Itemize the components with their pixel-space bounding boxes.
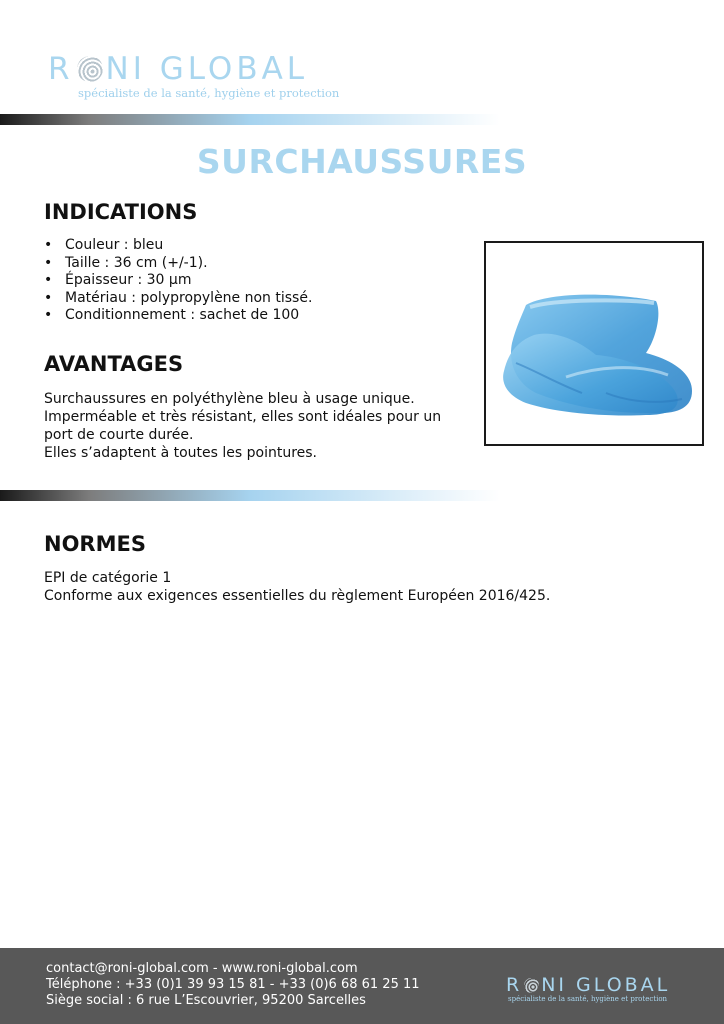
list-item: • Conditionnement : sachet de 100 (44, 307, 312, 325)
brand-logo (48, 52, 339, 100)
footer-logo-rest: NI GLOBAL (541, 974, 671, 996)
logo-letter-r: R (48, 51, 74, 87)
normes-heading: NORMES (44, 532, 146, 556)
logo-wordmark (48, 52, 339, 86)
footer-logo-tagline: spécialiste de la santé, hygiène et protection (508, 995, 668, 1003)
footer-logo-letter-r: R (506, 974, 523, 996)
footer-contact-block (46, 961, 420, 1009)
fingerprint-icon (77, 56, 103, 82)
normes-line: Conforme aux exigences essentielles du règlement Européen 2016/425. (44, 588, 551, 604)
avantages-line: port de courte durée. (44, 427, 194, 443)
shoe-cover-illustration (486, 243, 702, 444)
header-divider (0, 114, 500, 125)
indications-heading: INDICATIONS (44, 200, 198, 224)
list-item: • Taille : 36 cm (+/-1). (44, 255, 312, 273)
footer-logo (506, 975, 670, 1003)
normes-text (44, 569, 550, 605)
page-footer (0, 948, 724, 1024)
footer-phone: Téléphone : +33 (0)1 39 93 15 81 - +33 (0)6 68 61 25 11 (46, 977, 420, 992)
list-item: • Épaisseur : 30 µm (44, 272, 312, 290)
footer-address: Siège social : 6 rue L’Escouvrier, 95200 Sarcelles (46, 993, 366, 1008)
avantages-line: Imperméable et très résistant, elles sont idéales pour un (44, 409, 442, 425)
fingerprint-icon (524, 978, 539, 993)
footer-contact: contact@roni-global.com - www.roni-global.com (46, 961, 358, 976)
indications-list (44, 237, 312, 325)
section-divider (0, 490, 500, 501)
product-image (484, 241, 704, 446)
normes-line: EPI de catégorie 1 (44, 570, 172, 586)
avantages-text (44, 390, 441, 462)
avantages-line: Surchaussures en polyéthylène bleu à usage unique. (44, 391, 415, 407)
avantages-heading: AVANTAGES (44, 352, 184, 376)
avantages-line: Elles s’adaptent à toutes les pointures. (44, 445, 318, 461)
list-item: • Matériau : polypropylène non tissé. (44, 290, 312, 308)
logo-tagline: spécialiste de la santé, hygiène et protection (78, 86, 340, 100)
footer-logo-wordmark (506, 975, 670, 995)
list-item: • Couleur : bleu (44, 237, 312, 255)
logo-rest: NI GLOBAL (105, 51, 309, 87)
page-title: SURCHAUSSURES (196, 142, 528, 181)
